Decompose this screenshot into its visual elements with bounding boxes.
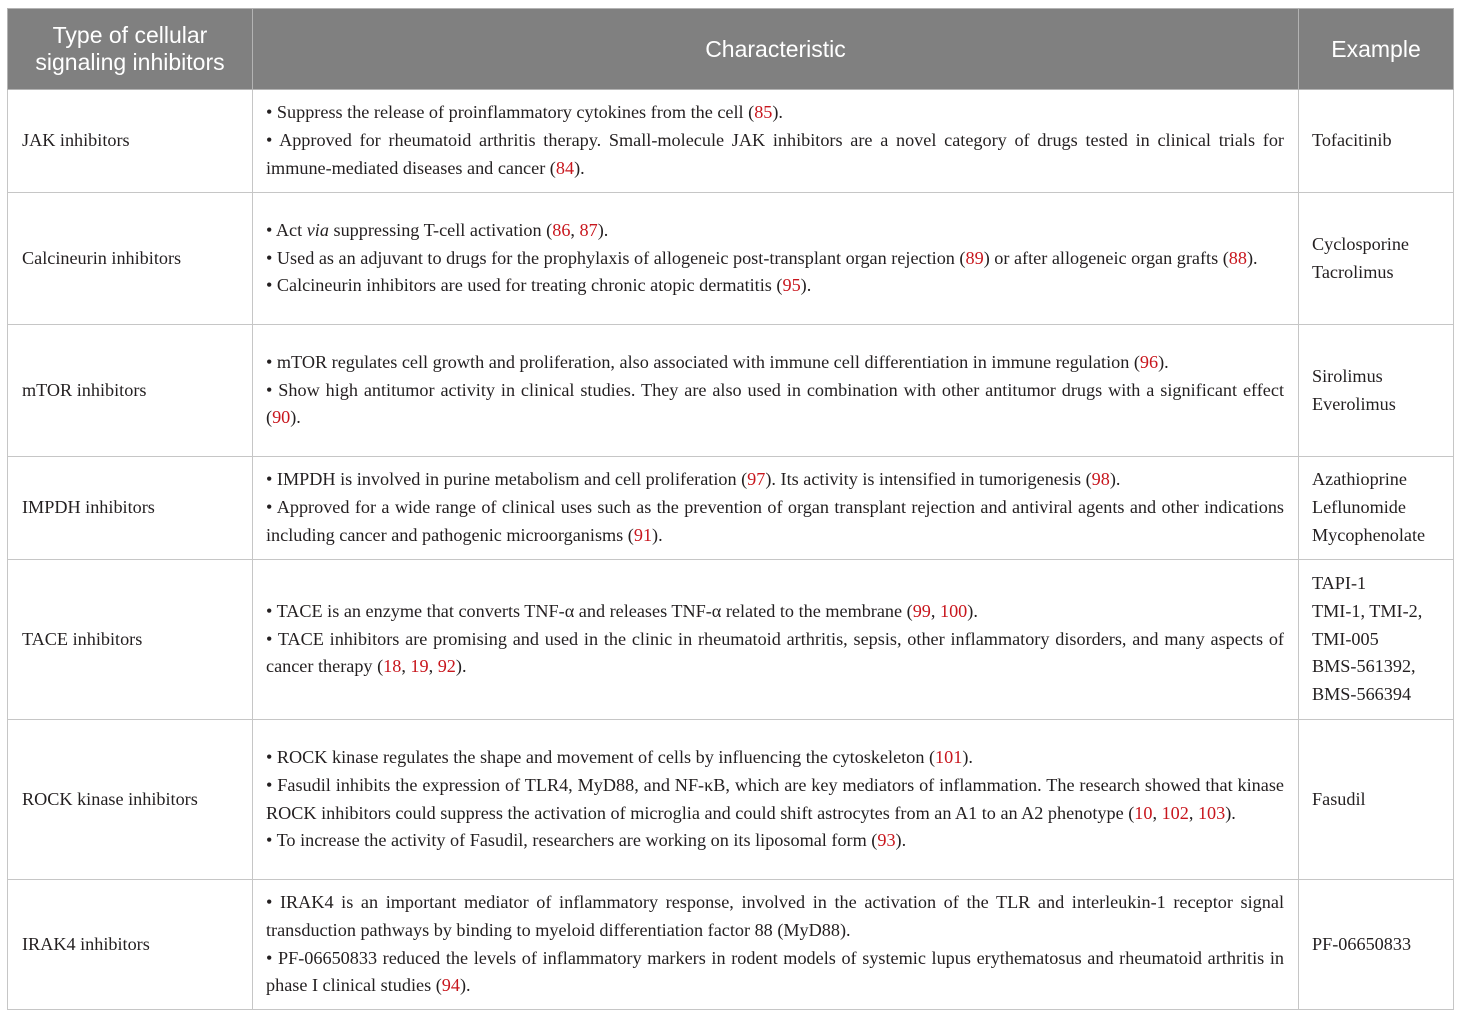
reference-link[interactable]: 97 (747, 469, 766, 490)
characteristic-bullet: • Approved for rheumatoid arthritis therapy. Small-molecule JAK inhibitors are a novel category of drugs tested in clinical trials for immune-mediated diseases and cancer (84). (266, 130, 1284, 178)
characteristic-cell (253, 325, 1299, 457)
example-drug: Tofacitinib (1312, 130, 1392, 151)
characteristic-bullet: • Act via suppressing T-cell activation (86, 87). (266, 219, 609, 240)
characteristic-bullet: • ROCK kinase regulates the shape and movement of cells by influencing the cytoskeleton (101). (266, 747, 973, 768)
inhibitors-table (7, 8, 1454, 1010)
example-cell (1299, 560, 1454, 720)
reference-link[interactable]: 94 (441, 975, 460, 996)
example-cell (1299, 90, 1454, 193)
characteristic-bullet: • Calcineurin inhibitors are used for treating chronic atopic dermatitis (95). (266, 275, 812, 296)
inhibitor-type-cell: IMPDH inhibitors (8, 457, 253, 560)
reference-link[interactable]: 98 (1091, 469, 1110, 490)
table-row (8, 560, 1454, 720)
header-row (8, 9, 1454, 90)
example-cell (1299, 193, 1454, 325)
example-drug: Leflunomide (1312, 497, 1406, 518)
table-row (8, 457, 1454, 560)
header-characteristic: Characteristic (253, 9, 1299, 90)
italic-text: via (306, 219, 329, 240)
reference-link[interactable]: 102 (1161, 802, 1189, 823)
characteristic-cell (253, 90, 1299, 193)
characteristic-bullet: • TACE inhibitors are promising and used in the clinic in rheumatoid arthritis, sepsis, other inflammatory disorders, and many aspects of cancer therapy (18, 19, 92). (266, 628, 1284, 677)
reference-link[interactable]: 96 (1139, 351, 1159, 372)
characteristic-bullet: • Used as an adjuvant to drugs for the prophylaxis of allogeneic post-transplant organ rejection (89) or after allogeneic organ grafts (88). (266, 247, 1258, 268)
characteristic-cell (253, 560, 1299, 720)
table-row (8, 325, 1454, 457)
table-row (8, 193, 1454, 325)
characteristic-cell (253, 193, 1299, 325)
header-type: Type of cellular signaling inhibitors (8, 9, 253, 90)
table-row (8, 880, 1454, 1010)
table-body (8, 90, 1454, 1010)
characteristic-bullet: • Fasudil inhibits the expression of TLR4, MyD88, and NF-κB, which are key mediators of inflammation. The research showed that kinase ROCK inhibitors could suppress the activation of microglia and could shift astrocytes from an A1 to an A2 phenotype (10, 102, 103). (266, 774, 1284, 823)
reference-link[interactable]: 103 (1197, 802, 1226, 823)
inhibitor-type-cell: IRAK4 inhibitors (8, 880, 253, 1010)
characteristic-cell (253, 720, 1299, 880)
characteristic-cell (253, 457, 1299, 560)
inhibitor-type-cell: TACE inhibitors (8, 560, 253, 720)
example-drug: Cyclosporine (1312, 233, 1409, 254)
example-drug: Azathioprine (1312, 469, 1407, 490)
characteristic-cell (253, 880, 1299, 1010)
characteristic-bullet: • mTOR regulates cell growth and proliferation, also associated with immune cell differentiation in immune regulation (96). (266, 351, 1169, 372)
inhibitor-type-cell: Calcineurin inhibitors (8, 193, 253, 325)
inhibitor-type-cell: JAK inhibitors (8, 90, 253, 193)
example-drug: BMS-566394 (1312, 684, 1412, 705)
reference-link[interactable]: 87 (579, 219, 598, 240)
reference-link[interactable]: 18 (383, 656, 402, 677)
example-drug: Mycophenolate (1312, 524, 1426, 545)
header-example: Example (1299, 9, 1454, 90)
reference-link[interactable]: 10 (1134, 802, 1153, 823)
reference-link[interactable]: 99 (912, 600, 931, 621)
characteristic-bullet: • PF-06650833 reduced the levels of inflammatory markers in rodent models of systemic lupus erythematosus and rheumatoid arthritis in phase I clinical studies (94). (266, 947, 1284, 996)
reference-link[interactable]: 86 (552, 219, 571, 240)
example-cell (1299, 457, 1454, 560)
table-row (8, 720, 1454, 880)
characteristic-bullet: • Show high antitumor activity in clinical studies. They are also used in combination with other antitumor drugs with a significant effect (90). (266, 379, 1284, 428)
reference-link[interactable]: 100 (939, 600, 968, 621)
example-drug: BMS-561392, (1312, 656, 1416, 677)
example-cell (1299, 880, 1454, 1010)
reference-link[interactable]: 101 (935, 747, 963, 768)
reference-link[interactable]: 90 (272, 407, 291, 428)
table-header (8, 9, 1454, 90)
example-drug: Fasudil (1312, 788, 1366, 809)
reference-link[interactable]: 91 (633, 524, 653, 545)
characteristic-bullet: • Approved for a wide range of clinical uses such as the prevention of organ transplant rejection and antiviral agents and other indications including cancer and pathogenic microorganisms (91). (266, 497, 1284, 545)
example-drug: TAPI-1 (1312, 573, 1367, 594)
characteristic-bullet: • IRAK4 is an important mediator of inflammatory response, involved in the activation of the TLR and interleukin-1 receptor signal transduction pathways by binding to myeloid differentiation factor 88 (MyD88). (266, 892, 1284, 940)
example-drug: Sirolimus (1312, 365, 1383, 386)
example-drug: PF-06650833 (1312, 933, 1412, 954)
reference-link[interactable]: 84 (555, 157, 575, 178)
example-cell (1299, 720, 1454, 880)
reference-link[interactable]: 88 (1228, 247, 1247, 268)
reference-link[interactable]: 93 (877, 830, 896, 851)
characteristic-bullet: • Suppress the release of proinflammatory cytokines from the cell (85). (266, 102, 783, 123)
table-row (8, 90, 1454, 193)
reference-link[interactable]: 92 (437, 656, 456, 677)
characteristic-bullet: • IMPDH is involved in purine metabolism and cell proliferation (97). Its activity is intensified in tumorigenesis (98). (266, 469, 1121, 490)
reference-link[interactable]: 89 (965, 247, 984, 268)
example-drug: TMI-1, TMI-2, (1312, 600, 1423, 621)
reference-link[interactable]: 19 (410, 656, 429, 677)
example-drug: TMI-005 (1312, 628, 1379, 649)
reference-link[interactable]: 95 (782, 275, 801, 296)
reference-link[interactable]: 85 (754, 102, 773, 123)
example-cell (1299, 325, 1454, 457)
inhibitor-type-cell: mTOR inhibitors (8, 325, 253, 457)
example-drug: Tacrolimus (1312, 261, 1394, 282)
characteristic-bullet: • TACE is an enzyme that converts TNF-α and releases TNF-α related to the membrane (99, 100). (266, 600, 978, 621)
inhibitor-type-cell: ROCK kinase inhibitors (8, 720, 253, 880)
characteristic-bullet: • To increase the activity of Fasudil, researchers are working on its liposomal form (93). (266, 830, 907, 851)
example-drug: Everolimus (1312, 393, 1396, 414)
